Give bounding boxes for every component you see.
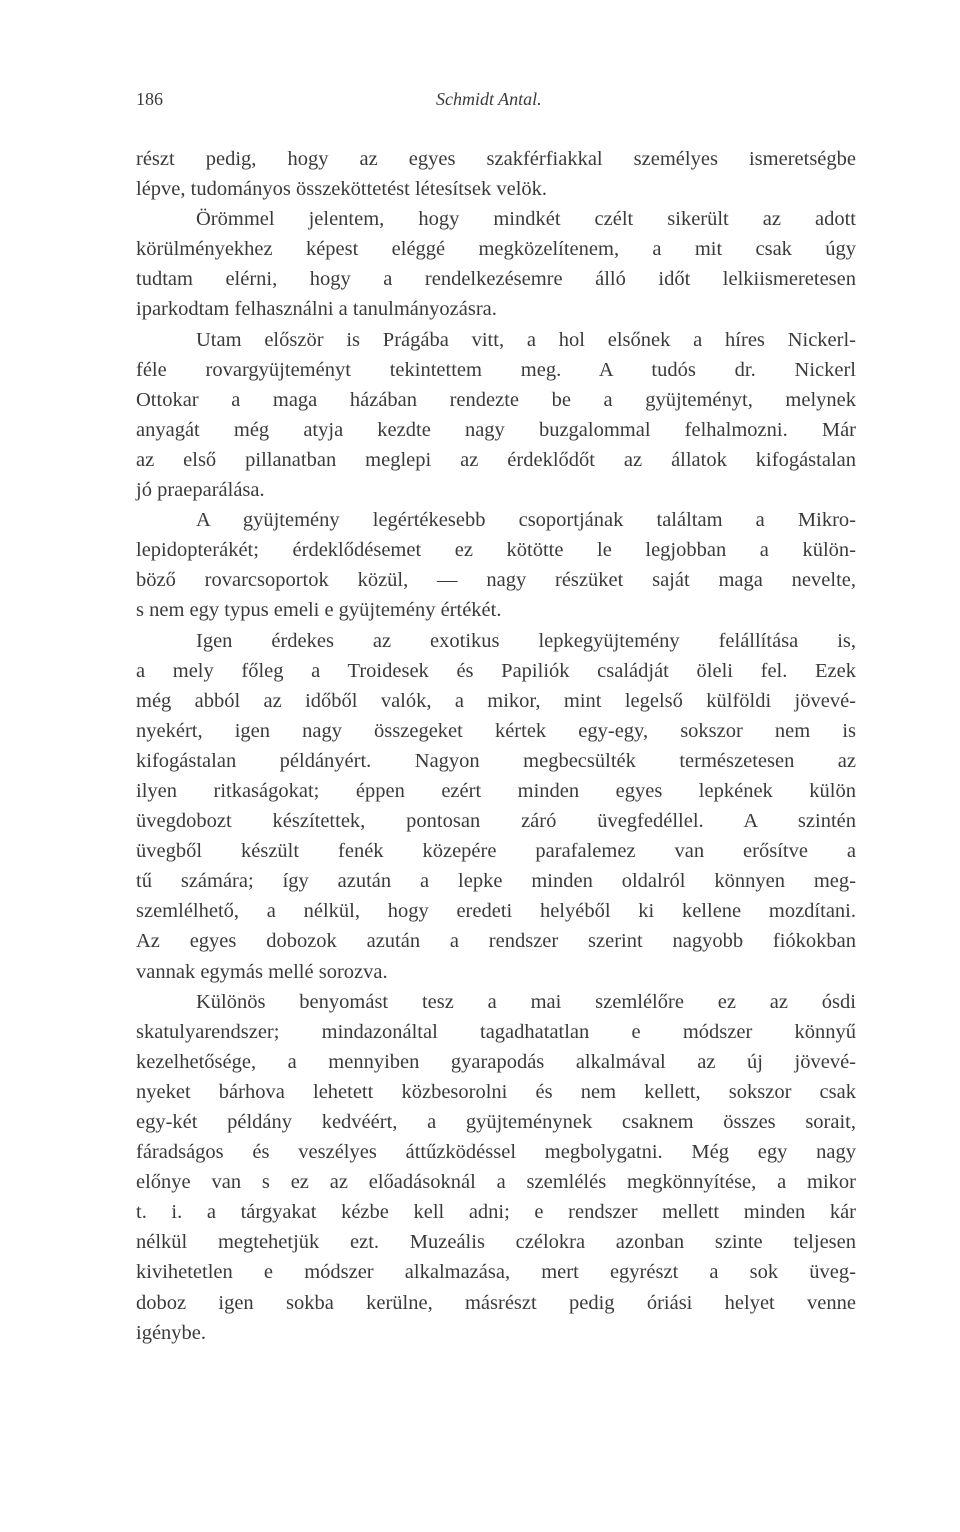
page-number: 186 bbox=[136, 89, 163, 109]
text-line: féle rovargyüjteményt tekintettem meg. A tudós dr. Nickerl bbox=[136, 358, 856, 381]
text-line: kezelhetősége, a mennyiben gyarapodás alkalmával az új jövevé- bbox=[136, 1050, 856, 1073]
text-line: még abból az időből valók, a mikor, mint legelső külföldi jövevé- bbox=[136, 689, 856, 712]
text-line: ilyen ritkaságokat; éppen ezért minden egyes lepkének külön bbox=[136, 779, 856, 802]
text-line: vannak egymás mellé sorozva. bbox=[136, 960, 388, 983]
text-line: böző rovarcsoportok közül, — nagy részüket saját maga nevelte, bbox=[136, 569, 856, 592]
text-line: igénybe. bbox=[136, 1321, 207, 1344]
running-head: Schmidt Antal. bbox=[436, 89, 542, 109]
text-line: üvegdobozt készítettek, pontosan záró üvegfedéllel. A szintén bbox=[136, 810, 856, 833]
page-header bbox=[136, 86, 856, 112]
text-line: körülményekhez képest eléggé megközelítenem, a mit csak úgy bbox=[136, 238, 856, 261]
text-line: részt pedig, hogy az egyes szakférfiakkal személyes ismeretségbe bbox=[136, 148, 856, 170]
text-line: a mely főleg a Troidesek és Papiliók családját öleli fel. Ezek bbox=[136, 659, 856, 682]
text-line: A gyüjtemény legértékesebb csoportjának találtam a Mikro- bbox=[196, 509, 856, 532]
text-line: s nem egy typus emeli e gyüjtemény értékét. bbox=[136, 599, 502, 622]
text-line: szemlélhető, a nélkül, hogy eredeti helyéből ki kellene mozdítani. bbox=[136, 900, 856, 923]
text-line: anyagát még atyja kezdte nagy buzgalommal felhalmozni. Már bbox=[136, 418, 856, 441]
body-text bbox=[136, 144, 856, 1348]
text-line: iparkodtam felhasználni a tanulmányozásra. bbox=[136, 298, 497, 321]
text-line: előnye van s ez az előadásoknál a szemlélés megkönnyítése, a mikor bbox=[136, 1171, 856, 1194]
text-line: kifogástalan példányért. Nagyon megbecsülték természetesen az bbox=[136, 749, 856, 772]
text-line: Az egyes dobozok azután a rendszer szerint nagyobb fiókokban bbox=[136, 930, 856, 953]
text-line: tudtam elérni, hogy a rendelkezésemre álló időt lelkiismeretesen bbox=[136, 268, 856, 291]
text-line: skatulyarendszer; mindazonáltal tagadhatatlan e módszer könnyű bbox=[136, 1020, 856, 1043]
text-line: kivihetetlen e módszer alkalmazása, mert egyrészt a sok üveg- bbox=[136, 1261, 856, 1284]
text-line: az első pillanatban meglepi az érdeklődőt az állatok kifogástalan bbox=[136, 448, 856, 471]
text-line: nyeket bárhova lehetett közbesorolni és nem kellett, sokszor csak bbox=[136, 1080, 856, 1103]
text-line: t. i. a tárgyakat kézbe kell adni; e rendszer mellett minden kár bbox=[136, 1201, 856, 1224]
text-line: lepidopterákét; érdeklődésemet ez kötötte le legjobban a külön- bbox=[136, 539, 856, 562]
text-line: Különös benyomást tesz a mai szemlélőre ez az ósdi bbox=[196, 990, 856, 1013]
text-line: Utam először is Prágába vitt, a hol elsőnek a híres Nickerl- bbox=[196, 328, 856, 351]
text-line: fáradságos és veszélyes áttűzködéssel megbolygatni. Még egy nagy bbox=[136, 1141, 856, 1164]
text-line: nélkül megtehetjük ezt. Muzeális czélokra azonban szinte teljesen bbox=[136, 1231, 856, 1254]
text-line: lépve, tudományos összeköttetést létesítsek velök. bbox=[136, 178, 548, 201]
text-line: Örömmel jelentem, hogy mindkét czélt sikerült az adott bbox=[196, 208, 856, 231]
text-line: tű számára; így azután a lepke minden oldalról könnyen meg- bbox=[136, 870, 856, 893]
text-line: nyekért, igen nagy összegeket kértek egy-egy, sokszor nem is bbox=[136, 719, 856, 742]
text-line: Ottokar a maga házában rendezte be a gyüjteményt, melynek bbox=[136, 388, 856, 411]
text-line: Igen érdekes az exotikus lepkegyüjtemény felállítása is, bbox=[196, 629, 856, 652]
text-line: jó praeparálása. bbox=[136, 479, 265, 502]
text-line: egy-két példány kedvéért, a gyüjteménynek csaknem összes sorait, bbox=[136, 1111, 856, 1133]
text-line: doboz igen sokba kerülne, másrészt pedig óriási helyet venne bbox=[136, 1291, 856, 1314]
text-line: üvegből készült fenék közepére parafalemez van erősítve a bbox=[136, 840, 856, 863]
